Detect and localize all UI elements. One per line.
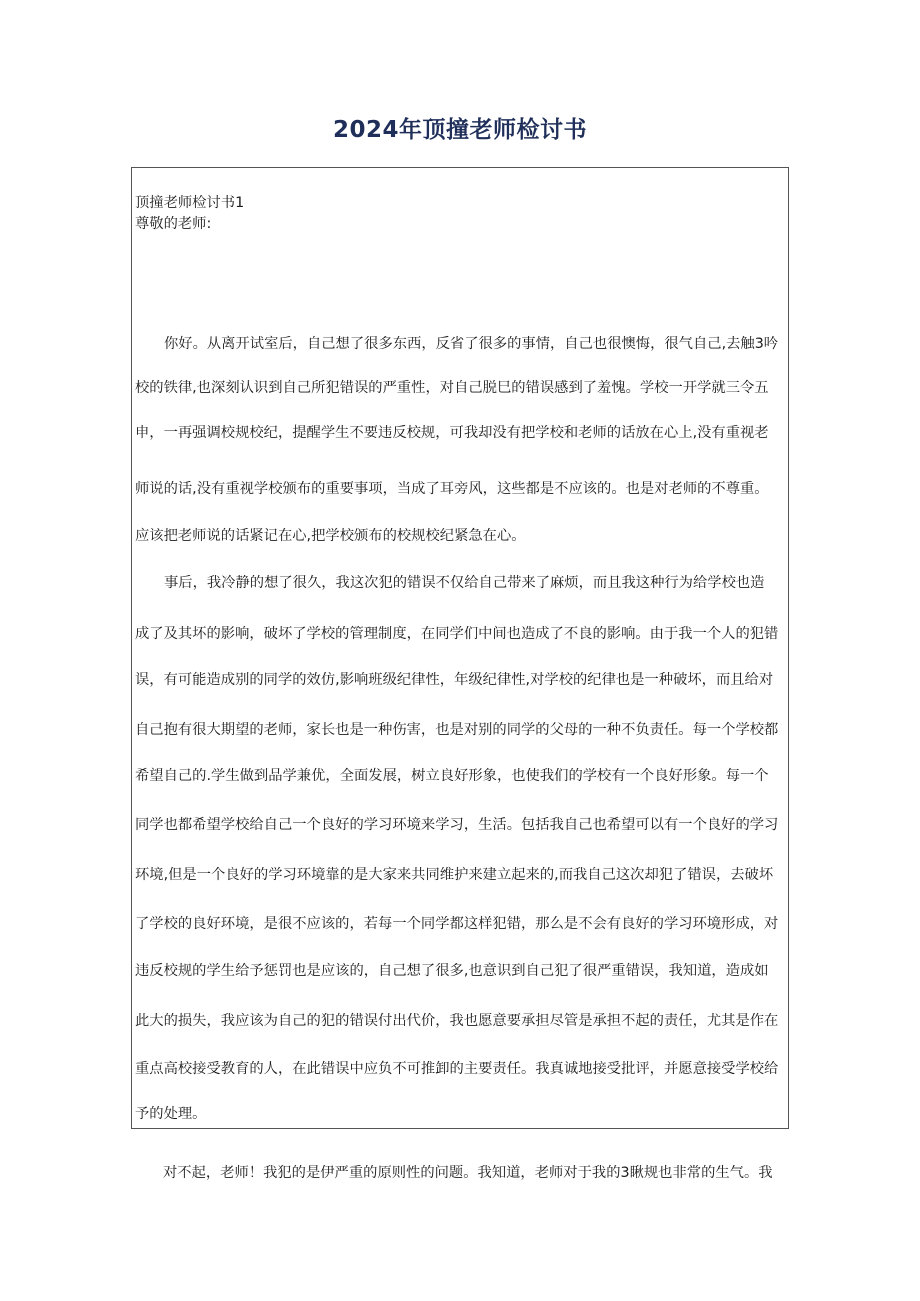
paragraph-1-line: 你好。从离开试室后，自己想了很多东西，反省了很多的事情，自己也很懊悔，很气自己,去触3吟 — [164, 336, 779, 352]
paragraph-2-line: 予的处理。 — [135, 1106, 207, 1122]
salutation: 尊敬的老师: — [135, 216, 212, 232]
section-heading: 顶撞老师检讨书1 — [135, 195, 245, 211]
paragraph-1-line: 师说的话,没有重视学校颁布的重要事项，当成了耳旁风，这些都是不应该的。也是对老师的不尊重。 — [135, 481, 769, 497]
continuation-line: 对不起，老师！我犯的是伊严重的原则性的问题。我知道，老师对于我的3瞅规也非常的生气。我 — [163, 1165, 773, 1181]
paragraph-2-line: 事后，我冷静的想了很久，我这次犯的错误不仅给自己带来了麻烦，而且我这种行为给学校也造 — [164, 575, 765, 591]
paragraph-2-line: 成了及其坏的影响，破坏了学校的管理制度，在同学们中间也造成了不良的影响。由于我一个人的犯错 — [135, 626, 779, 642]
paragraph-2-line: 误，有可能造成别的同学的效仿,影响班级纪律性，年级纪律性,对学校的纪律也是一种破坏，而且给对 — [135, 672, 774, 688]
content-box — [131, 167, 789, 1129]
document-title: 2024年顶撞老师检讨书 — [332, 117, 587, 143]
paragraph-2-line: 了学校的良好环境，是很不应该的，若每一个同学都这样犯错，那么是不会有良好的学习环境形成，对 — [135, 916, 779, 932]
paragraph-1-line: 应该把老师说的话紧记在心,把学校颁布的校规校纪紧急在心。 — [135, 528, 526, 544]
paragraph-2-line: 环境,但是一个良好的学习环境靠的是大家来共同维护来建立起来的,而我自己这次却犯了错误，去破坏 — [135, 867, 774, 883]
paragraph-1-line: 申，一再强调校规校纪，提醒学生不要违反校规，可我却没有把学校和老师的话放在心上,没有重视老 — [135, 425, 769, 441]
paragraph-2-line: 违反校规的学生给予惩罚也是应该的，自己想了很多,也意识到自己犯了很严重错误，我知道，造成如 — [135, 963, 769, 979]
paragraph-2-line: 同学也都希望学校给自己一个良好的学习环境来学习，生活。包括我自己也希望可以有一个良好的学习 — [135, 817, 779, 833]
paragraph-2-line: 此大的损失，我应该为自己的犯的错误付出代价，我也愿意要承担尽管是承担不起的责任，尤其是作在 — [135, 1013, 779, 1029]
paragraph-2-line: 自己抱有很大期望的老师，家长也是一种伤害，也是对别的同学的父母的一种不负责任。每一个学校都 — [135, 722, 779, 738]
paragraph-2-line: 重点高校接受教育的人，在此错误中应负不可推卸的主要责任。我真诚地接受批评，并愿意接受学校给 — [135, 1061, 779, 1077]
paragraph-1-line: 校的铁律,也深刻认识到自己所犯错误的严重性，对自己脱巳的错误感到了羞愧。学校一开学就三令五 — [135, 380, 769, 396]
paragraph-2-line: 希望自己的.学生做到品学兼优，全面发展，树立良好形象，也使我们的学校有一个良好形象。每一个 — [135, 768, 769, 784]
